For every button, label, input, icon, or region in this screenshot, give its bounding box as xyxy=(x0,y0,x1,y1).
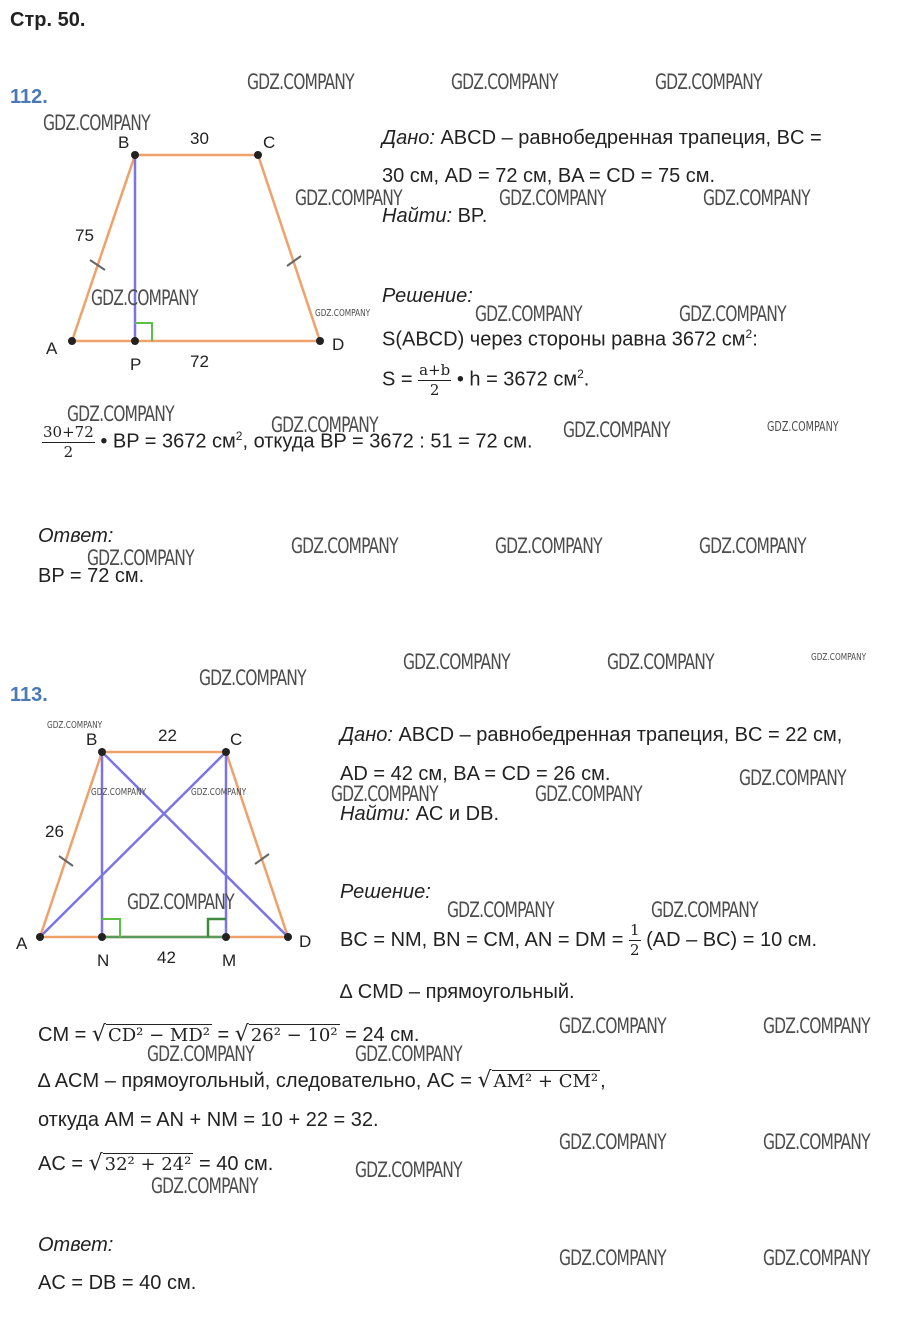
solution-line-1-113: BC = NM, BN = CM, AN = DM = $\frac{1}{2}$ (AD – BC) = 10 см. xyxy=(340,921,818,959)
watermark: GDZ.COMPANY xyxy=(607,650,714,674)
answer-113: AC = DB = 40 см. xyxy=(38,1272,197,1294)
vertex-label-m: M xyxy=(222,951,237,970)
solution-line-5-113: откуда AM = AN + NM = 10 + 22 = 32. xyxy=(38,1109,379,1131)
find-line-113: Найти: AC и DB. xyxy=(340,803,500,825)
watermark: GDZ.COMPANY xyxy=(559,1246,666,1270)
watermark: GDZ.COMPANY xyxy=(499,186,606,210)
watermark: GDZ.COMPANY xyxy=(651,898,758,922)
watermark: GDZ.COMPANY xyxy=(559,1130,666,1154)
problem-number-113: 113. xyxy=(10,684,48,706)
answer-112: BP = 72 см. xyxy=(38,565,145,587)
given-text-1: ABCD – равнобедренная трапеция, BC = xyxy=(440,127,822,149)
solution-line-3: $\frac{30+72}{2}$ • BP = 3672 $см^2$, откуда BP = 3672 : 51 = 72 см. xyxy=(43,422,533,461)
solution-line-6-113: AC = √ 32² + 24² = 40 см. xyxy=(38,1151,274,1176)
watermark: GDZ.COMPANY xyxy=(331,782,438,806)
fraction-30-plus-72-over-2: $\frac{30+72}{2}$ xyxy=(43,422,94,461)
watermark: GDZ.COMPANY xyxy=(151,1174,258,1198)
vertex-label-a-113: A xyxy=(16,934,28,953)
solution-line-2-113: ∆ CMD – прямоугольный. xyxy=(340,981,575,1003)
watermark: GDZ.COMPANY xyxy=(87,546,194,570)
find-label: Найти: xyxy=(382,205,453,227)
watermark: GDZ.COMPANY xyxy=(355,1158,462,1182)
watermark: GDZ.COMPANY xyxy=(199,666,306,690)
watermark: GDZ.COMPANY xyxy=(703,186,810,210)
watermark: GDZ.COMPANY xyxy=(767,420,839,435)
given-line-2: 30 см, AD = 72 см, BA = CD = 75 см. xyxy=(382,165,716,187)
vertex-label-a: A xyxy=(46,339,58,358)
length-label-nm: 42 xyxy=(157,948,176,967)
watermark: GDZ.COMPANY xyxy=(699,534,806,558)
fraction-one-half: $\frac{1}{2}$ xyxy=(629,921,640,959)
watermark: GDZ.COMPANY xyxy=(91,787,147,798)
answer-label-113: Ответ: xyxy=(38,1234,114,1256)
watermark: GDZ.COMPANY xyxy=(403,650,510,674)
trapezoid-figure-113 xyxy=(0,0,340,980)
vertex-label-n: N xyxy=(97,951,110,970)
sqrt-cd-md: √ CD² − MD² xyxy=(91,1022,210,1047)
solution-line-4-113: ∆ ACM – прямоугольный, следовательно, AC = √ AM² + CM² , xyxy=(38,1068,606,1093)
vertex-label-b: B xyxy=(118,133,130,152)
watermark: GDZ.COMPANY xyxy=(763,1014,870,1038)
watermark: GDZ.COMPANY xyxy=(91,286,198,310)
watermark: GDZ.COMPANY xyxy=(43,111,150,135)
length-label-pd: 72 xyxy=(190,352,209,371)
watermark: GDZ.COMPANY xyxy=(763,1246,870,1270)
given-line-1-113: Дано: ABCD – равнобедренная трапеция, BC = 22 см, xyxy=(340,724,843,746)
vertex-label-d-113: D xyxy=(299,932,312,951)
solution-label: Решение: xyxy=(382,285,473,307)
given-line-2-113: AD = 42 см, BA = CD = 26 см. xyxy=(340,763,611,785)
watermark: GDZ.COMPANY xyxy=(447,898,554,922)
watermark: GDZ.COMPANY xyxy=(559,1014,666,1038)
length-label-bc-113: 22 xyxy=(158,726,177,745)
sqrt-32-24: √ 32² + 24² xyxy=(88,1151,192,1176)
watermark: GDZ.COMPANY xyxy=(127,890,234,914)
watermark: GDZ.COMPANY xyxy=(679,302,786,326)
watermark: GDZ.COMPANY xyxy=(535,782,642,806)
solution-line-3-113: CM = √ CD² − MD² = √ 26² − 10² = 24 см. xyxy=(38,1022,420,1047)
watermark: GDZ.COMPANY xyxy=(451,70,558,94)
length-label-bc: 30 xyxy=(190,129,209,148)
watermark: GDZ.COMPANY xyxy=(475,302,582,326)
solution-label-113: Решение: xyxy=(340,881,431,903)
watermark: GDZ.COMPANY xyxy=(563,418,670,442)
vertex-label-d: D xyxy=(332,335,345,354)
watermark: GDZ.COMPANY xyxy=(495,534,602,558)
watermark: GDZ.COMPANY xyxy=(655,70,762,94)
watermark: GDZ.COMPANY xyxy=(47,720,103,731)
watermark: GDZ.COMPANY xyxy=(739,766,846,790)
watermark: GDZ.COMPANY xyxy=(315,308,371,319)
page-header: Стр. 50. xyxy=(10,9,86,31)
vertex-label-b-113: B xyxy=(86,730,98,749)
watermark: GDZ.COMPANY xyxy=(355,1042,462,1066)
watermark: GDZ.COMPANY xyxy=(291,534,398,558)
watermark: GDZ.COMPANY xyxy=(247,70,354,94)
watermark: GDZ.COMPANY xyxy=(67,402,174,426)
watermark: GDZ.COMPANY xyxy=(811,652,867,663)
problem-number-112: 112. xyxy=(10,86,48,108)
solution-line-1: S(ABCD) через стороны равна 3672 $см^2$: xyxy=(382,327,758,351)
watermark: GDZ.COMPANY xyxy=(147,1042,254,1066)
area-formula: S = $\frac{a+b}{2}$ • h = 3672 $см^2$. xyxy=(382,360,590,399)
watermark: GDZ.COMPANY xyxy=(295,186,402,210)
vertex-label-c-113: C xyxy=(230,730,243,749)
sqrt-am-cm: √ AM² + CM² xyxy=(477,1068,599,1093)
vertex-label-c: C xyxy=(263,133,276,152)
vertex-label-p: P xyxy=(130,355,142,374)
given-line-1 xyxy=(382,126,822,150)
fraction-a-plus-b-over-2: $\frac{a+b}{2}$ xyxy=(419,360,451,399)
watermark: GDZ.COMPANY xyxy=(763,1130,870,1154)
answer-label-112: Ответ: xyxy=(38,525,114,547)
watermark: GDZ.COMPANY xyxy=(271,413,378,437)
length-label-ba: 75 xyxy=(75,226,94,245)
watermark: GDZ.COMPANY xyxy=(191,787,247,798)
sqrt-26-10: √ 26² − 10² xyxy=(234,1022,338,1047)
given-label: Дано: xyxy=(382,127,435,149)
length-label-ba-113: 26 xyxy=(45,822,64,841)
find-text: BP. xyxy=(457,205,488,227)
